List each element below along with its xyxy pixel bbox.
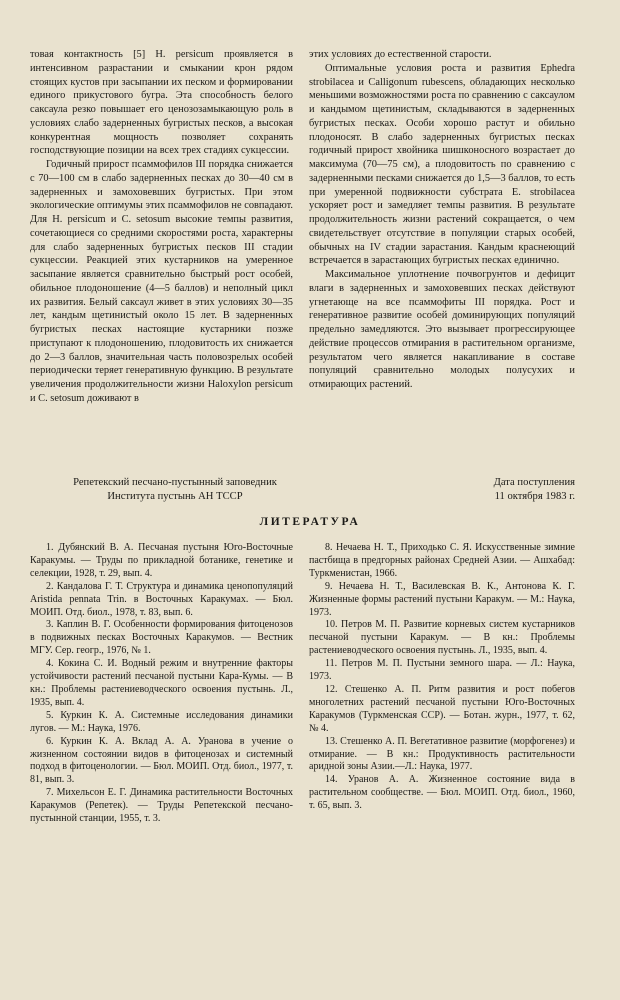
body-paragraph: этих условиях до естественной старости. <box>309 49 492 60</box>
reference-item: 1. Дубянский В. А. Песчаная пустыня Юго-Восточные Каракумы. — Труды по прикладной ботанике, генетике и селекции, 1928, т. 29, вып. 4. <box>30 542 293 579</box>
affiliation-line: Репетекский песчано-пустынный заповедник <box>73 477 277 488</box>
reference-item: 7. Михельсон Е. Г. Динамика растительности Восточных Каракумов (Репетек). — Труды Репетекской песчано-пустынной станции, 1955, т. 3. <box>30 787 293 825</box>
body-paragraph: Максимальное уплотнение почвогрунтов и дефицит влаги в задерненных и замоховевших песках действуют угнетающе на все псаммофиты III порядка. Рост и генеративное развитие особей доминирующих популяций предельно замедляются. Это вызывает прогрессирующее действие процессов отмирания в растительном организме, результатом чего является накапливание в составе популяций сравнительно молодых полусухих и отмирающих растений. <box>309 269 575 390</box>
body-paragraph: Оптимальные условия роста и развития Ephedra strobilacea и Calligonum rubescens, обладающих несколько меньшими возможностями роста по сравнению с саксаулом и кандымом щетинистым, складываются в задерненных бугристых песках. Особи хорошо растут и обильно плодоносят. В слабо задерненных бугристых песках годичный прирост хвойника шишконосного возрастает до максимума (70—75 см), а плодовитость по сравнению с задерненными песками снижается до 1,5—3 баллов, то есть при умеренной подвижности субстрата E. strobilacea ускоряет рост и замедляет темпы развития. В результате продолжительность жизни растений сокращается, о чем свидетельствует отсутствие в популяции старых особей, обычных на IV стадии зарастания. Кандым краснеющий встречается в зарастающих бугристых песках единично. <box>309 62 575 267</box>
body-paragraph: товая контактность [5] H. persicum проявляется в интенсивном разрастании и смыкании крон рядом стоящих кустов при засыпании их песком и формировании единого прикустового бугра. Эта способность белого саксаула резко повышает его ценозозамыкающую роль в условиях слабо задерненных бугристых песков, а высокая конкурентная мощность позволяет сохранять господствующие позиции на всех трех стадиях сукцессии. <box>30 49 293 157</box>
reference-item: 4. Кокина С. И. Водный режим и внутренние факторы устойчивости растений песчаной пустыни Кара-Кумы. — В кн.: Проблемы растениеводческого освоения пустынь. Л., 1935, вып. 4. <box>30 658 293 708</box>
reference-item: 9. Нечаева Н. Т., Василевская В. К., Антонова К. Г. Жизненные формы растений пустыни Каракум. — М.: Наука, 1973. <box>309 580 575 618</box>
reference-item: 11. Петров М. П. Пустыни земного шара. — Л.: Наука, 1973. <box>309 658 575 683</box>
references-column-right <box>309 542 575 813</box>
reference-item: 13. Стешенко А. П. Вегетативное развитие (морфогенез) и отмирание. — В кн.: Продуктивность растительности аридной зоны Азии.—Л.: Наука, 1977. <box>309 735 575 773</box>
reference-item: 10. Петров М. П. Развитие корневых систем кустарников песчаной пустыни Каракум. — В кн.: Проблемы растениеводческого освоения пустынь. Л., 1935, вып. 4. <box>309 619 575 657</box>
received-date <box>380 476 575 503</box>
body-column-right <box>309 48 575 392</box>
reference-item: 6. Куркин К. А. Вклад А. А. Уранова в учение о жизненном состоянии видов в фитоценозах и системный подход в фитоценологии. — Бюл. МОИП. Отд. биол., 1977, т. 81, вып. 3. <box>30 735 293 786</box>
reference-item: 3. Каплин В. Г. Особенности формирования фитоценозов в подвижных песках Восточных Каракумов. — Вестник МГУ. Сер. геогр., 1976, № 1. <box>30 619 293 657</box>
received-label: Дата поступления <box>493 477 575 488</box>
reference-item: 12. Стешенко А. П. Ритм развития и рост побегов многолетних растений песчаной пустыни Юго-Восточных Каракумов (Туркменская ССР). — Ботан. журн., 1977, т. 62, № 4. <box>309 683 575 734</box>
body-column-left <box>30 48 293 406</box>
reference-item: 5. Куркин К. А. Системные исследования динамики лугов. — М.: Наука, 1976. <box>30 709 293 734</box>
body-paragraph: Годичный прирост псаммофилов III порядка снижается с 70—100 см в слабо задерненных песках до 30—40 см в задерненных и замоховевших бугристых. При этом экологические оптимумы этих псаммофилов не совпадают. Для H. persicum и C. setosum высокие темпы развития, сочетающиеся со средними скоростями роста, характерны для слабо задерненных бугристых песков III стадии сукцессии. Реакцией этих кустарников на умеренное засыпание является сравнительно быстрый рост особей, обильное плодоношение (4—5 баллов) и неполный цикл их развития. Белый саксаул живет в этих условиях 30—35 лет, кандым щетинистый около 15 лет. В задерненных бугристых песках настоящие кустарники позже приступают к плодоношению, плодовитость их снижается до 2—3 баллов, значительная часть половозрелых особей периодически теряет генеративную функцию. В результате увеличения продолжительности жизни Haloxylon persicum и C. setosum доживают в <box>30 159 293 404</box>
author-affiliation <box>30 476 320 503</box>
reference-item: 14. Уранов А. А. Жизненное состояние вида в растительном сообществе. — Бюл. МОИП. Отд. биол., 1960, т. 65, вып. 3. <box>309 774 575 812</box>
reference-item: 2. Кандалова Г. Т. Структура и динамика ценопопуляций Aristida pennata Trin. в Восточных Каракумах. — Бюл. МОИП. Отд. биол., 1978, т. 83, вып. 6. <box>30 580 293 618</box>
reference-item: 8. Нечаева Н. Т., Приходько С. Я. Искусственные зимние пастбища в предгорных районах Средней Азии. — Ашхабад: Туркменистан, 1966. <box>309 542 575 579</box>
references-column-left <box>30 542 293 826</box>
references-heading: ЛИТЕРАТУРА <box>259 516 361 528</box>
affiliation-line: Института пустынь АН ТССР <box>107 490 243 502</box>
received-value: 11 октября 1983 г. <box>494 490 575 502</box>
